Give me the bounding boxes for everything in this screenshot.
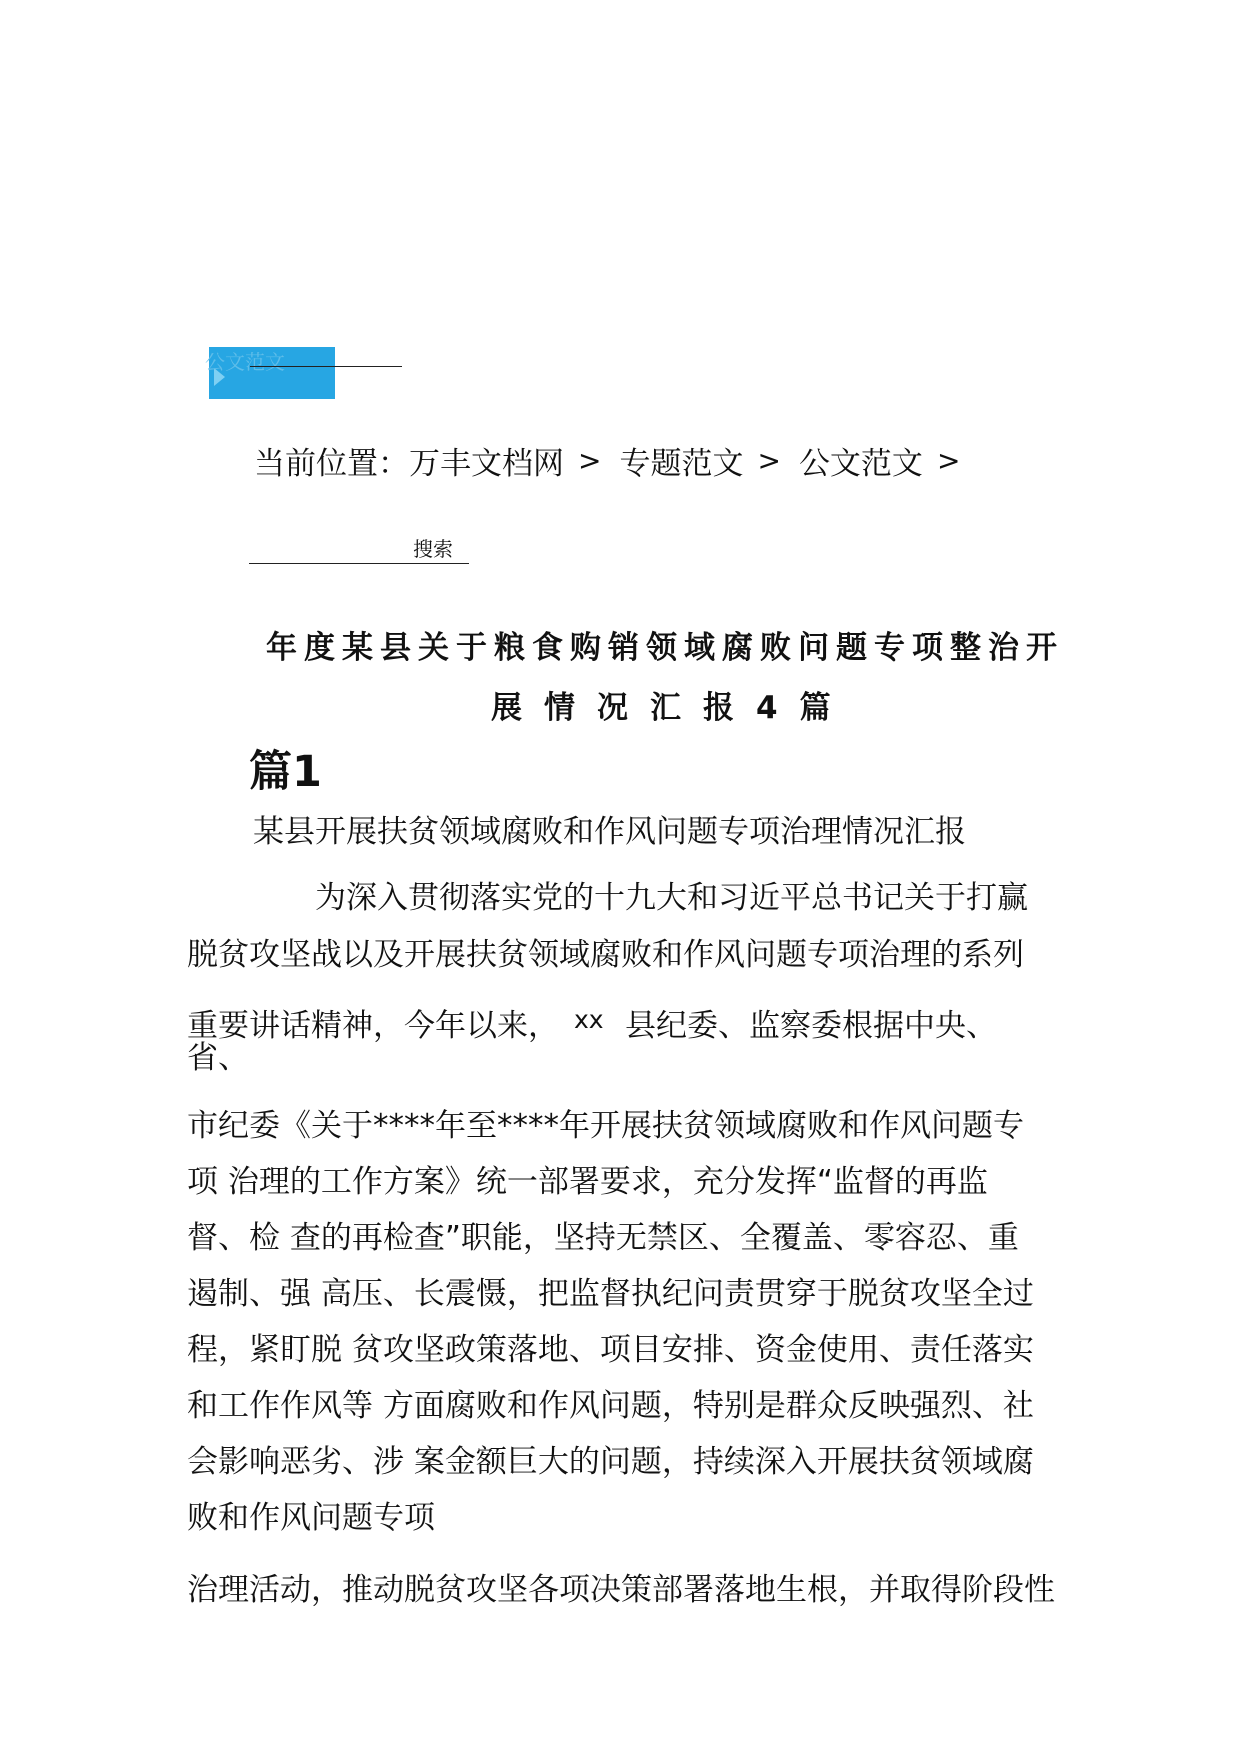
body-line: 市纪委《关于****年至****年开展扶贫领域腐败和作风问题专 bbox=[187, 1108, 1024, 1144]
body-line: 县纪委、监察委根据中央、 bbox=[625, 1008, 997, 1044]
breadcrumb-prefix: 当前位置： bbox=[254, 446, 409, 482]
article-title-line-2: 展情况汇报4篇 bbox=[491, 690, 853, 726]
body-line: 会影响恶劣、涉 案金额巨大的问题，持续深入开展扶贫领域腐 bbox=[187, 1444, 1034, 1480]
body-line: 省、 bbox=[187, 1040, 249, 1076]
body-line: 项 治理的工作方案》统一部署要求，充分发挥“监督的再监 bbox=[187, 1164, 988, 1200]
tag-underline bbox=[250, 366, 402, 367]
body-line: 督、检 查的再检查”职能，坚持无禁区、全覆盖、零容忍、重 bbox=[187, 1220, 1019, 1256]
breadcrumb-separator: > bbox=[936, 444, 961, 477]
section-heading: 篇1 bbox=[249, 747, 322, 797]
body-line: 脱贫攻坚战以及开展扶贫领域腐败和作风问题专项治理的系列 bbox=[187, 937, 1024, 973]
breadcrumb bbox=[254, 438, 978, 483]
category-tag-label[interactable]: 公文范文 bbox=[205, 350, 285, 374]
breadcrumb-item-official-docs[interactable]: 公文范文 bbox=[798, 446, 923, 482]
breadcrumb-separator: > bbox=[578, 444, 602, 477]
breadcrumb-item-topics[interactable]: 专题范文 bbox=[619, 446, 744, 482]
body-line: 程，紧盯脱 贫攻坚政策落地、项目安排、资金使用、责任落实 bbox=[187, 1332, 1034, 1368]
search-input-underline[interactable] bbox=[249, 563, 469, 564]
body-line: 重要讲话精神，今年以来， bbox=[187, 1008, 559, 1044]
body-line: 遏制、强 高压、长震慑，把监督执纪问责贯穿于脱贫攻坚全过 bbox=[187, 1276, 1034, 1312]
body-line: 治理活动，推动脱贫攻坚各项决策部署落地生根，并取得阶段性 bbox=[187, 1572, 1055, 1608]
body-line: 为深入贯彻落实党的十九大和习近平总书记关于打赢 bbox=[315, 880, 1028, 916]
breadcrumb-item-home[interactable]: 万丰文档网 bbox=[409, 446, 564, 482]
body-line-inline: xx bbox=[574, 1005, 604, 1034]
breadcrumb-separator: > bbox=[757, 444, 781, 477]
sub-heading: 某县开展扶贫领域腐败和作风问题专项治理情况汇报 bbox=[253, 814, 966, 850]
article-title-line-1: 年度某县关于粮食购销领域腐败问题专项整治开 bbox=[266, 630, 1064, 666]
body-line: 败和作风问题专项 bbox=[187, 1500, 435, 1536]
body-line: 和工作作风等 方面腐败和作风问题，特别是群众反映强烈、社 bbox=[187, 1388, 1034, 1424]
search-button[interactable]: 搜索 bbox=[413, 537, 453, 561]
